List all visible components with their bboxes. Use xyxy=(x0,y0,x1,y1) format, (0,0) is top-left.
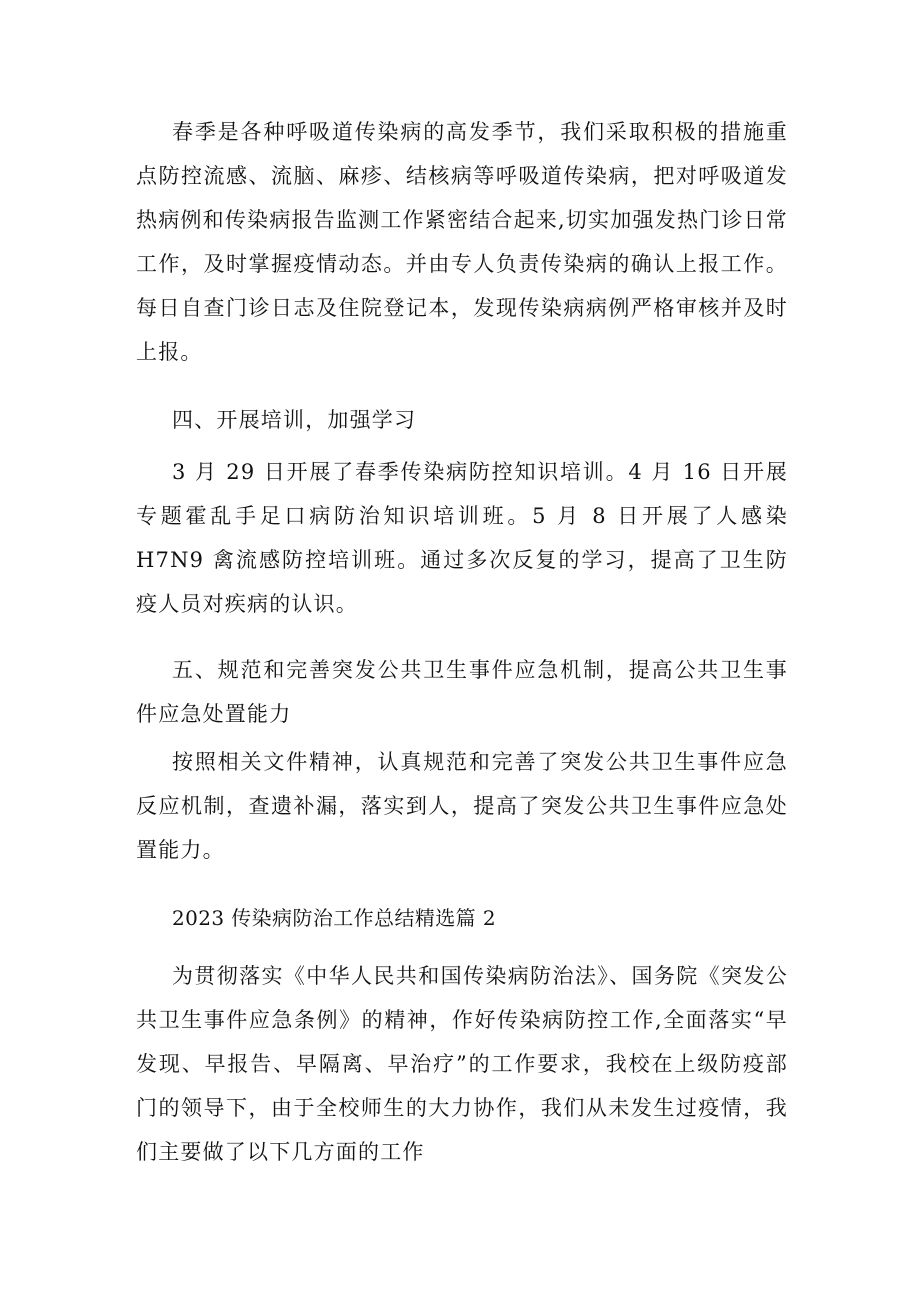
paragraph-respiratory-disease-control: 春季是各种呼吸道传染病的高发季节，我们采取积极的措施重点防控流感、流脑、麻疹、结核病等呼吸道传染病，把对呼吸道发热病例和传染病报告监测工作紧密结合起来,切实加强发热门诊日常工作，及时掌握疫情动态。并由专人负责传染病的确认上报工作。每日自查门诊日志及住院登记本，发现传染病病例严格审核并及时上报。 xyxy=(136,120,788,364)
heading-training: 四、开展培训，加强学习 xyxy=(172,408,417,432)
paragraph-school-prevention: 为贯彻落实《中华人民共和国传染病防治法》、国务院《突发公共卫生事件应急条例》的精神，作好传染病防控工作,全面落实“早发现、早报告、早隔离、早治疗”的工作要求，我校在上级防疫部门的领导下，由于全校师生的大力协作，我们从未发生过疫情，我们主要做了以下几方面的工作 xyxy=(136,964,788,1164)
paragraph-training-details: 3 月 29 日开展了春季传染病防控知识培训。4 月 16 日开展专题霍乱手足口病防治知识培训班。5 月 8 日开展了人感染 H7N9 禽流感防控培训班。通过多次反复的学习，提高了卫生防疫人员对疾病的认识。 xyxy=(136,460,788,616)
paragraph-emergency-response: 按照相关文件精神，认真规范和完善了突发公共卫生事件应急反应机制，查遗补漏，落实到人，提高了突发公共卫生事件应急处置能力。 xyxy=(136,750,788,862)
section-title: 2023 传染病防治工作总结精选篇 2 xyxy=(172,906,496,930)
heading-emergency-mechanism: 五、规范和完善突发公共卫生事件应急机制，提高公共卫生事件应急处置能力 xyxy=(136,658,788,726)
